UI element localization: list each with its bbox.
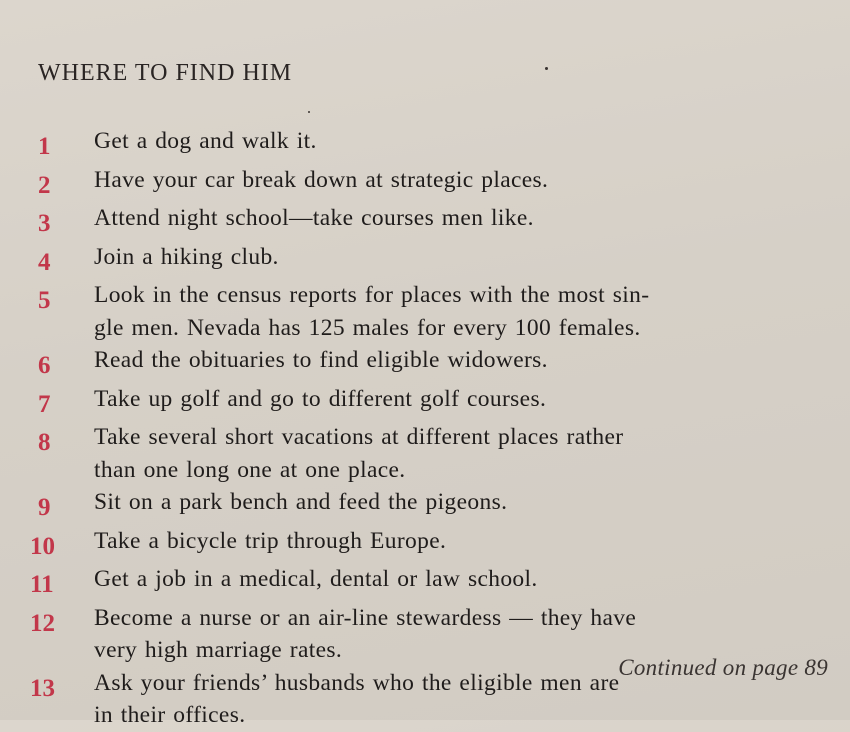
item-text: Read the obituaries to find eligible widowers.: [94, 347, 548, 373]
list-item: [30, 164, 730, 203]
list-item: [30, 279, 730, 344]
continued-note: Continued on page 89: [618, 655, 828, 680]
list-item: [30, 202, 730, 241]
page-heading: WHERE TO FIND HIM: [38, 60, 293, 86]
item-text: Have your car break down at strategic places.: [94, 166, 549, 193]
print-speck: [545, 67, 548, 70]
item-text: Sit on a park bench and feed the pigeons.: [94, 489, 508, 515]
item-text: [94, 279, 649, 344]
item-number: 12: [30, 609, 55, 637]
item-text-line: Ask your friends’ husbands who the eligible men are: [94, 669, 620, 696]
item-text-line: gle men. Nevada has 125 males for every 100 females.: [94, 314, 641, 341]
list-item: [30, 525, 730, 564]
tips-list: [30, 125, 730, 732]
item-text: Take a bicycle trip through Europe.: [94, 527, 447, 554]
item-number: 3: [38, 210, 51, 237]
list-item: [30, 241, 730, 280]
item-number: 8: [38, 429, 51, 456]
item-text: Join a hiking club.: [94, 243, 279, 270]
item-number: 9: [38, 494, 51, 521]
item-text: Get a dog and walk it.: [94, 128, 317, 154]
item-number: 13: [30, 674, 55, 702]
item-text: Attend night school—take courses men like.: [94, 205, 534, 231]
item-text-line: Become a nurse or an air-line stewardess — they have: [94, 604, 637, 631]
item-text: Get a job in a medical, dental or law school.: [94, 566, 538, 592]
list-item: [30, 383, 730, 422]
item-number: 6: [38, 352, 51, 379]
item-number: 11: [30, 571, 54, 598]
list-item: [30, 344, 730, 383]
item-number: 5: [38, 287, 51, 314]
item-text-line: than one long one at one place.: [94, 456, 406, 483]
list-item: [30, 563, 730, 602]
item-number: 4: [38, 248, 51, 276]
item-text: Take up golf and go to different golf courses.: [94, 385, 547, 412]
list-item: [30, 486, 730, 525]
item-text: [94, 667, 619, 732]
list-item: [30, 421, 730, 486]
item-text: [94, 421, 623, 486]
print-speck: [308, 111, 310, 113]
item-text-line: in their offices.: [94, 702, 246, 728]
item-text-line: very high marriage rates.: [94, 637, 343, 663]
item-number: 2: [38, 171, 51, 199]
item-number: 7: [38, 390, 51, 418]
item-text-line: Look in the census reports for places with the most sin-: [94, 282, 650, 308]
item-number: 10: [30, 532, 55, 560]
item-text: [94, 602, 636, 667]
item-text-line: Take several short vacations at different places rather: [94, 424, 624, 450]
list-item: [30, 125, 730, 164]
item-number: 1: [38, 133, 51, 160]
